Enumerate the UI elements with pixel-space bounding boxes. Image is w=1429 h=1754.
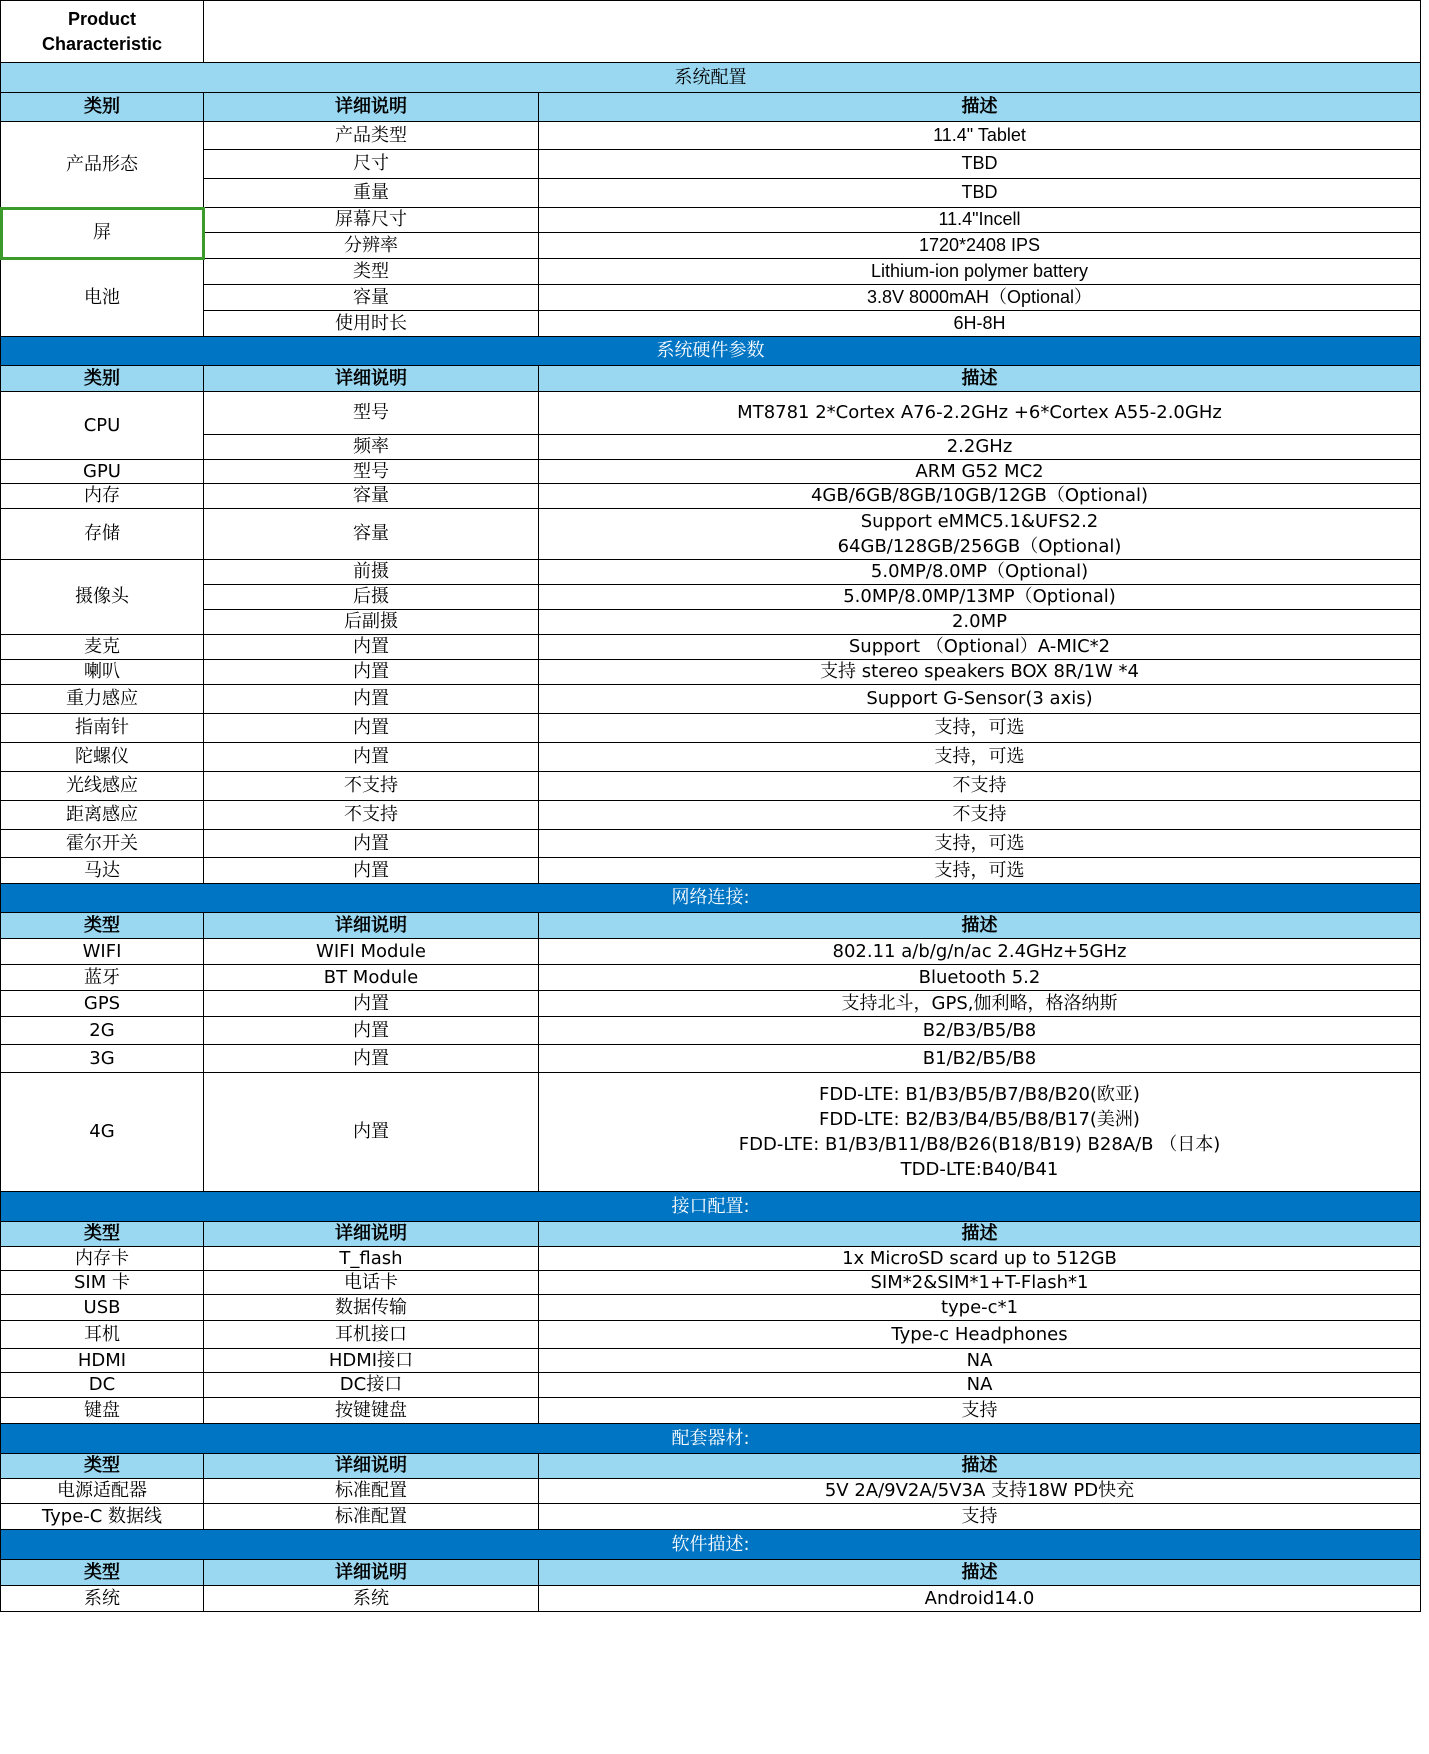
detail-cell: 不支持 bbox=[204, 772, 539, 801]
category-cell: 麦克 bbox=[1, 635, 204, 660]
section-title-hardware: 系统硬件参数 bbox=[1, 337, 1421, 366]
detail-cell: WIFI Module bbox=[204, 939, 539, 965]
description-cell: B1/B2/B5/B8 bbox=[539, 1045, 1421, 1073]
description-cell: 支持北斗，GPS,伽利略，格洛纳斯 bbox=[539, 991, 1421, 1017]
category-cell: 键盘 bbox=[1, 1398, 204, 1424]
category-cell: GPU bbox=[1, 460, 204, 484]
header-description: 描述 bbox=[539, 913, 1421, 939]
description-cell: 5V 2A/9V2A/5V3A 支持18W PD快充 bbox=[539, 1479, 1421, 1504]
product-characteristic-label: Product Characteristic bbox=[1, 1, 204, 63]
description-cell: Android14.0 bbox=[539, 1586, 1421, 1612]
category-cell-selected[interactable]: 屏 bbox=[1, 208, 204, 259]
product-characteristic-value[interactable] bbox=[204, 1, 1421, 63]
category-cell: USB bbox=[1, 1295, 204, 1321]
header-detail: 详细说明 bbox=[204, 366, 539, 392]
description-cell: MT8781 2*Cortex A76-2.2GHz +6*Cortex A55-2.0GHz bbox=[539, 392, 1421, 435]
header-detail: 详细说明 bbox=[204, 93, 539, 122]
detail-cell: 电话卡 bbox=[204, 1271, 539, 1295]
description-cell: 5.0MP/8.0MP/13MP（Optional) bbox=[539, 585, 1421, 610]
description-cell: Support （Optional）A-MIC*2 bbox=[539, 635, 1421, 660]
detail-cell: DC接口 bbox=[204, 1373, 539, 1398]
header-detail: 详细说明 bbox=[204, 1222, 539, 1247]
detail-cell: 容量 bbox=[204, 285, 539, 311]
category-cell: 存储 bbox=[1, 509, 204, 560]
description-cell: Type-c Headphones bbox=[539, 1321, 1421, 1349]
detail-cell: 内置 bbox=[204, 685, 539, 714]
detail-cell: BT Module bbox=[204, 965, 539, 991]
section-title-accessories: 配套器材: bbox=[1, 1424, 1421, 1454]
description-cell: B2/B3/B5/B8 bbox=[539, 1017, 1421, 1045]
category-cell: SIM 卡 bbox=[1, 1271, 204, 1295]
detail-cell: 内置 bbox=[204, 1073, 539, 1192]
detail-cell: 内置 bbox=[204, 660, 539, 685]
detail-cell: 耳机接口 bbox=[204, 1321, 539, 1349]
detail-cell: 不支持 bbox=[204, 801, 539, 830]
detail-cell: T_flash bbox=[204, 1247, 539, 1271]
description-cell: 支持，可选 bbox=[539, 858, 1421, 884]
category-cell: 光线感应 bbox=[1, 772, 204, 801]
description-cell: Support eMMC5.1&UFS2.2 64GB/128GB/256GB（Optional) bbox=[539, 509, 1421, 560]
description-cell: TBD bbox=[539, 150, 1421, 179]
detail-cell: 内置 bbox=[204, 858, 539, 884]
detail-cell: 内置 bbox=[204, 1045, 539, 1073]
description-cell: 1x MicroSD scard up to 512GB bbox=[539, 1247, 1421, 1271]
description-cell: 1720*2408 IPS bbox=[539, 233, 1421, 259]
description-cell: 2.0MP bbox=[539, 610, 1421, 635]
header-category: 类别 bbox=[1, 93, 204, 122]
description-cell: SIM*2&SIM*1+T-Flash*1 bbox=[539, 1271, 1421, 1295]
detail-cell: 产品类型 bbox=[204, 122, 539, 150]
description-cell: 支持 bbox=[539, 1504, 1421, 1530]
detail-cell: 前摄 bbox=[204, 560, 539, 585]
header-category: 类别 bbox=[1, 366, 204, 392]
category-cell: 重力感应 bbox=[1, 685, 204, 714]
category-cell: 电池 bbox=[1, 259, 204, 337]
detail-cell: 分辨率 bbox=[204, 233, 539, 259]
category-cell: GPS bbox=[1, 991, 204, 1017]
detail-cell: 使用时长 bbox=[204, 311, 539, 337]
header-detail: 详细说明 bbox=[204, 913, 539, 939]
header-detail: 详细说明 bbox=[204, 1560, 539, 1586]
detail-cell: 内置 bbox=[204, 635, 539, 660]
detail-cell: 标准配置 bbox=[204, 1479, 539, 1504]
header-description: 描述 bbox=[539, 1454, 1421, 1479]
description-cell: 支持，可选 bbox=[539, 714, 1421, 743]
category-cell: 2G bbox=[1, 1017, 204, 1045]
category-cell: 产品形态 bbox=[1, 122, 204, 208]
description-cell: 802.11 a/b/g/n/ac 2.4GHz+5GHz bbox=[539, 939, 1421, 965]
detail-cell: 内置 bbox=[204, 743, 539, 772]
category-cell: 耳机 bbox=[1, 1321, 204, 1349]
category-cell: 霍尔开关 bbox=[1, 830, 204, 858]
section-title-network: 网络连接: bbox=[1, 884, 1421, 913]
detail-cell: 标准配置 bbox=[204, 1504, 539, 1530]
description-cell: 3.8V 8000mAH（Optional） bbox=[539, 285, 1421, 311]
detail-cell: 容量 bbox=[204, 484, 539, 509]
description-cell: 不支持 bbox=[539, 801, 1421, 830]
category-cell: 指南针 bbox=[1, 714, 204, 743]
description-cell: ARM G52 MC2 bbox=[539, 460, 1421, 484]
description-cell: 11.4" Tablet bbox=[539, 122, 1421, 150]
category-cell: DC bbox=[1, 1373, 204, 1398]
detail-cell: HDMI接口 bbox=[204, 1349, 539, 1373]
section-title-system-config: 系统配置 bbox=[1, 63, 1421, 93]
detail-cell: 数据传输 bbox=[204, 1295, 539, 1321]
product-row bbox=[1, 1, 1421, 63]
category-cell: 内存 bbox=[1, 484, 204, 509]
description-cell: TBD bbox=[539, 179, 1421, 208]
description-cell: 支持 stereo speakers BOX 8R/1W *4 bbox=[539, 660, 1421, 685]
header-category: 类型 bbox=[1, 1560, 204, 1586]
description-cell: 支持 bbox=[539, 1398, 1421, 1424]
description-cell: 4GB/6GB/8GB/10GB/12GB（Optional) bbox=[539, 484, 1421, 509]
description-cell-lte: FDD-LTE: B1/B3/B5/B7/B8/B20(欧亚) FDD-LTE: B2/B3/B4/B5/B8/B17(美洲) FDD-LTE: B1/B3/B11/B8/B26(B18/B19) B28A/B （日本) TDD-LTE:B40/B41 bbox=[539, 1073, 1421, 1192]
detail-cell: 后副摄 bbox=[204, 610, 539, 635]
description-cell: type-c*1 bbox=[539, 1295, 1421, 1321]
detail-cell: 类型 bbox=[204, 259, 539, 285]
description-cell: 支持，可选 bbox=[539, 830, 1421, 858]
header-description: 描述 bbox=[539, 1560, 1421, 1586]
detail-cell: 型号 bbox=[204, 392, 539, 435]
category-cell: 内存卡 bbox=[1, 1247, 204, 1271]
header-category: 类型 bbox=[1, 1222, 204, 1247]
category-cell: Type-C 数据线 bbox=[1, 1504, 204, 1530]
detail-cell: 尺寸 bbox=[204, 150, 539, 179]
section-title-interface: 接口配置: bbox=[1, 1192, 1421, 1222]
detail-cell: 屏幕尺寸 bbox=[204, 208, 539, 233]
description-cell: 2.2GHz bbox=[539, 435, 1421, 460]
category-cell: WIFI bbox=[1, 939, 204, 965]
description-cell: NA bbox=[539, 1349, 1421, 1373]
category-cell: 摄像头 bbox=[1, 560, 204, 635]
detail-cell: 按键键盘 bbox=[204, 1398, 539, 1424]
category-cell: 3G bbox=[1, 1045, 204, 1073]
detail-cell: 型号 bbox=[204, 460, 539, 484]
category-cell: 4G bbox=[1, 1073, 204, 1192]
detail-cell: 内置 bbox=[204, 830, 539, 858]
detail-cell: 内置 bbox=[204, 991, 539, 1017]
detail-cell: 系统 bbox=[204, 1586, 539, 1612]
detail-cell: 后摄 bbox=[204, 585, 539, 610]
description-cell: 6H-8H bbox=[539, 311, 1421, 337]
header-description: 描述 bbox=[539, 1222, 1421, 1247]
description-cell: 5.0MP/8.0MP（Optional) bbox=[539, 560, 1421, 585]
header-description: 描述 bbox=[539, 366, 1421, 392]
header-detail: 详细说明 bbox=[204, 1454, 539, 1479]
detail-cell: 频率 bbox=[204, 435, 539, 460]
category-cell: 喇叭 bbox=[1, 660, 204, 685]
category-cell: 系统 bbox=[1, 1586, 204, 1612]
detail-cell: 容量 bbox=[204, 509, 539, 560]
section-title-software: 软件描述: bbox=[1, 1530, 1421, 1560]
description-cell: NA bbox=[539, 1373, 1421, 1398]
description-cell: Bluetooth 5.2 bbox=[539, 965, 1421, 991]
description-cell: 支持，可选 bbox=[539, 743, 1421, 772]
category-cell: 距离感应 bbox=[1, 801, 204, 830]
header-description: 描述 bbox=[539, 93, 1421, 122]
description-cell: 11.4"Incell bbox=[539, 208, 1421, 233]
category-cell: CPU bbox=[1, 392, 204, 460]
header-category: 类型 bbox=[1, 913, 204, 939]
category-cell: 陀螺仪 bbox=[1, 743, 204, 772]
detail-cell: 重量 bbox=[204, 179, 539, 208]
header-category: 类型 bbox=[1, 1454, 204, 1479]
description-cell: Lithium-ion polymer battery bbox=[539, 259, 1421, 285]
category-cell: HDMI bbox=[1, 1349, 204, 1373]
category-cell: 马达 bbox=[1, 858, 204, 884]
description-cell: 不支持 bbox=[539, 772, 1421, 801]
category-cell: 蓝牙 bbox=[1, 965, 204, 991]
category-cell: 电源适配器 bbox=[1, 1479, 204, 1504]
detail-cell: 内置 bbox=[204, 714, 539, 743]
description-cell: Support G-Sensor(3 axis) bbox=[539, 685, 1421, 714]
detail-cell: 内置 bbox=[204, 1017, 539, 1045]
